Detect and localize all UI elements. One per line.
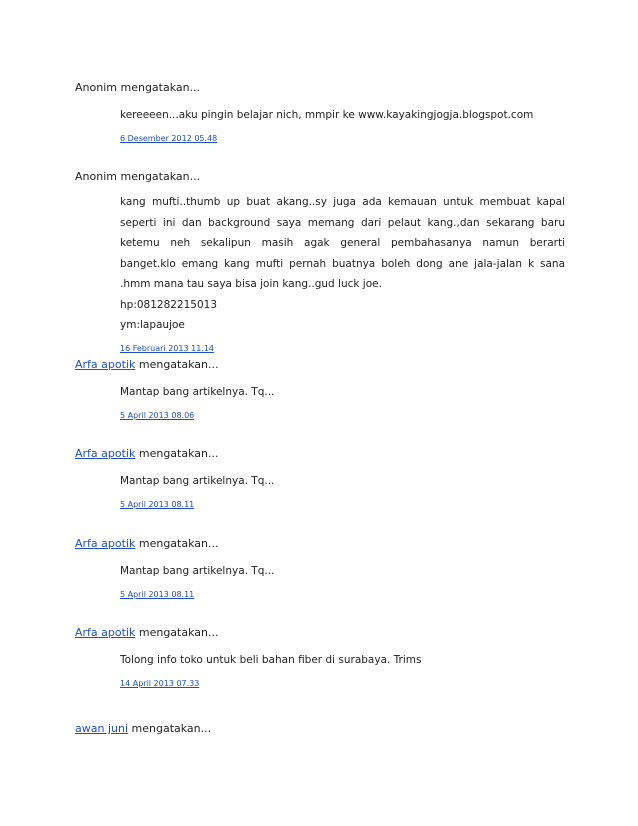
comment xyxy=(75,447,565,511)
said-label: mengatakan... xyxy=(131,722,212,735)
comment-body xyxy=(120,382,565,403)
comment-timestamp-link[interactable]: 5 April 2013 08.11 xyxy=(120,589,195,599)
said-label: mengatakan... xyxy=(120,81,201,94)
comment-header xyxy=(75,537,565,551)
comment-body xyxy=(120,650,565,671)
said-label: mengatakan... xyxy=(138,447,219,460)
comment-timestamp-link[interactable]: 14 April 2013 07.33 xyxy=(120,678,200,688)
comment-body xyxy=(120,561,565,582)
comment-line: kereeeen...aku pingin belajar nich, mmpir ke www.kayakingjogja.blogspot.com xyxy=(120,109,534,121)
comment xyxy=(75,170,565,355)
comment-line: Mantap bang artikelnya. Tq... xyxy=(120,475,275,487)
said-label: mengatakan... xyxy=(138,537,219,550)
comment-header xyxy=(75,626,565,640)
comment xyxy=(75,722,565,736)
comment-body xyxy=(120,192,565,336)
said-label: mengatakan... xyxy=(120,170,201,183)
comment-author-link[interactable]: Arfa apotik xyxy=(75,537,136,550)
comment-author: Anonim xyxy=(75,170,117,183)
comment-author-link[interactable]: Arfa apotik xyxy=(75,447,136,460)
comment-header xyxy=(75,722,565,736)
comment-timestamp-link[interactable]: 16 Februari 2013 11.14 xyxy=(120,343,215,353)
comment xyxy=(75,626,565,690)
comment-line: ym:lapaujoe xyxy=(120,319,185,331)
comment-author: Anonim xyxy=(75,81,117,94)
comment-header xyxy=(75,358,565,372)
said-label: mengatakan... xyxy=(138,358,219,371)
comment-timestamp-link[interactable]: 5 April 2013 08.11 xyxy=(120,499,195,509)
comment-author-link[interactable]: awan juni xyxy=(75,722,129,735)
comment-line: hp:081282215013 xyxy=(120,298,218,311)
comment xyxy=(75,358,565,422)
comment-body xyxy=(120,105,565,126)
comment-timestamp-link[interactable]: 5 April 2013 08.06 xyxy=(120,410,195,420)
comment-line: Tolong info toko untuk beli bahan fiber di surabaya. Trims xyxy=(120,654,422,666)
comment-line: Mantap bang artikelnya. Tq... xyxy=(120,565,275,577)
comment-timestamp-link[interactable]: 6 Desember 2012 05.48 xyxy=(120,133,218,143)
said-label: mengatakan... xyxy=(138,626,219,639)
comment-author-link[interactable]: Arfa apotik xyxy=(75,626,136,639)
comment xyxy=(75,537,565,601)
comment-author-link[interactable]: Arfa apotik xyxy=(75,358,136,371)
comment-paragraph: kang mufti..thumb up buat akang..sy juga ada kemauan untuk membuat kapal seperti ini dan background saya memang dari pelaut kang.,dan sekarang baru ketemu neh sekalipun masih agak general pembahasanya namun berarti banget.klo emang kang mufti pernah buatnya boleh dong ane jala-jalan k sana .hmm mana tau saya bisa join kang..gud luck joe. xyxy=(120,196,565,290)
comment-line: Mantap bang artikelnya. Tq... xyxy=(120,386,275,398)
comment-header xyxy=(75,447,565,461)
comment-header xyxy=(75,170,565,184)
comment xyxy=(75,81,565,145)
comment-header xyxy=(75,81,565,95)
comment-body xyxy=(120,471,565,492)
